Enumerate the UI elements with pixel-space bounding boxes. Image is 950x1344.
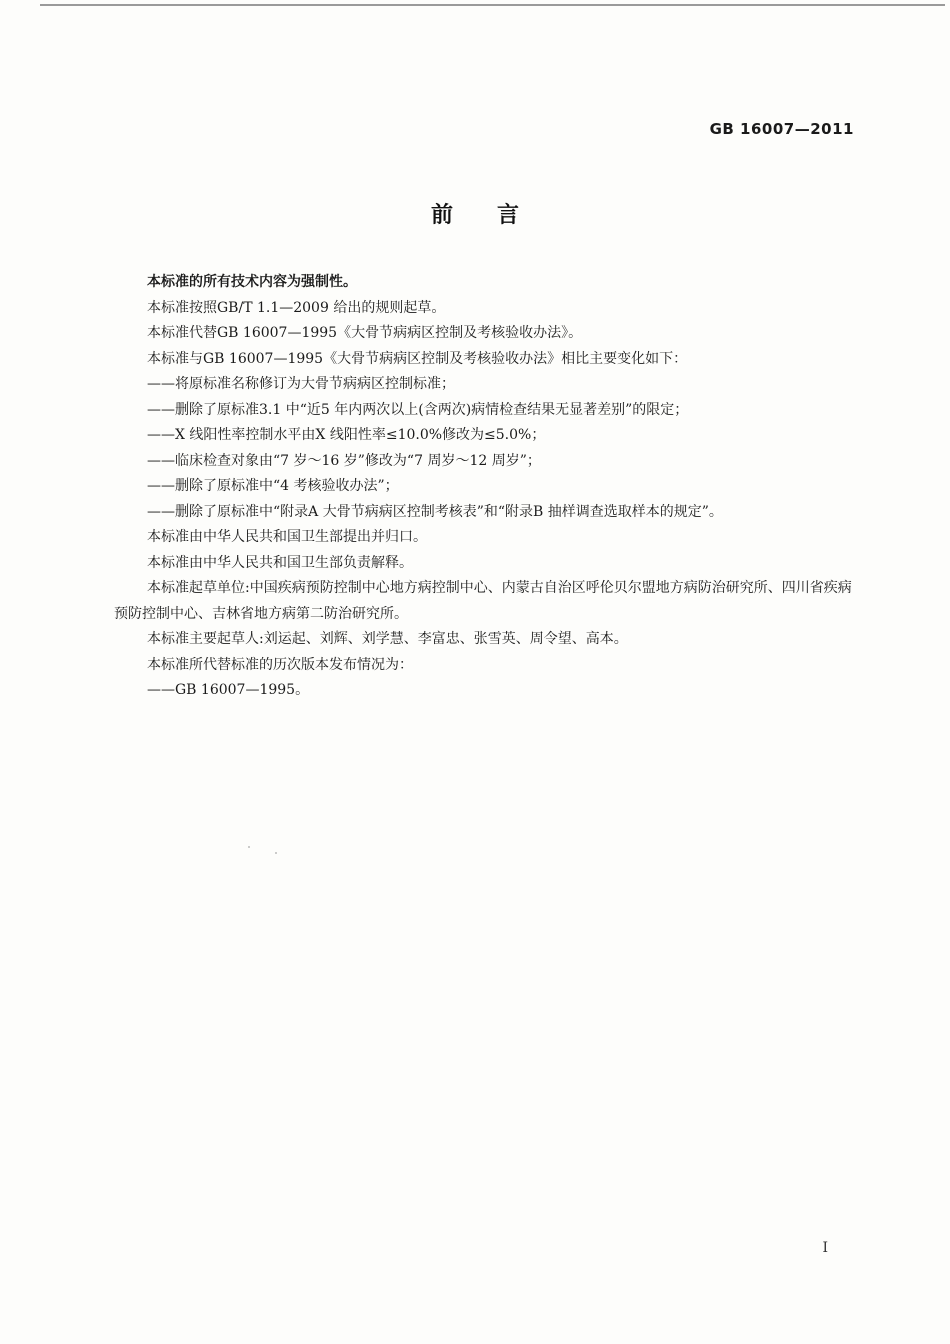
paragraph-drafting-units: 本标准起草单位:中国疾病预防控制中心地方病控制中心、内蒙古自治区呼伦贝尔盟地方病防治研究所、四川省疾病预防控制中心、吉林省地方病第二防治研究所。 — [114, 580, 852, 622]
scan-speck — [248, 846, 250, 848]
paragraph: 本标准所代替标准的历次版本发布情况为： — [147, 656, 413, 673]
paragraph-mandatory: 本标准的所有技术内容为强制性。 — [147, 274, 357, 290]
list-item: ——删除了原标准3.1 中“近5 年内两次以上(含两次)病情检查结果无显著差别”的限定； — [147, 401, 689, 418]
document-body — [114, 270, 854, 704]
paragraph: 本标准与GB 16007—1995《大骨节病病区控制及考核验收办法》相比主要变化如下： — [147, 350, 688, 367]
list-item: ——GB 16007—1995。 — [147, 682, 310, 698]
scan-speck — [275, 852, 277, 854]
list-item: ——将原标准名称修订为大骨节病病区控制标准； — [147, 376, 455, 392]
paragraph: 本标准由中华人民共和国卫生部负责解释。 — [147, 554, 413, 571]
list-item: ——删除了原标准中“附录A 大骨节病病区控制考核表”和“附录B 抽样调查选取样本的规定”。 — [147, 503, 723, 520]
page-title: 前言 — [430, 203, 563, 228]
top-border-line — [40, 4, 945, 6]
list-item: ——删除了原标准中“4 考核验收办法”； — [147, 478, 399, 494]
list-item: ——临床检查对象由“7 岁～16 岁”修改为“7 周岁～12 周岁”； — [147, 452, 541, 469]
standard-code: GB 16007—2011 — [709, 120, 854, 138]
list-item: ——X 线阳性率控制水平由X 线阳性率≤10.0%修改为≤5.0%； — [147, 427, 546, 443]
paragraph: 本标准按照GB/T 1.1—2009 给出的规则起草。 — [147, 299, 446, 316]
page-number: I — [822, 1240, 828, 1256]
paragraph: 本标准由中华人民共和国卫生部提出并归口。 — [147, 529, 427, 545]
paragraph: 本标准代替GB 16007—1995《大骨节病病区控制及考核验收办法》。 — [147, 325, 583, 341]
paragraph-drafters: 本标准主要起草人:刘运起、刘辉、刘学慧、李富忠、张雪英、周令望、高本。 — [147, 631, 628, 647]
